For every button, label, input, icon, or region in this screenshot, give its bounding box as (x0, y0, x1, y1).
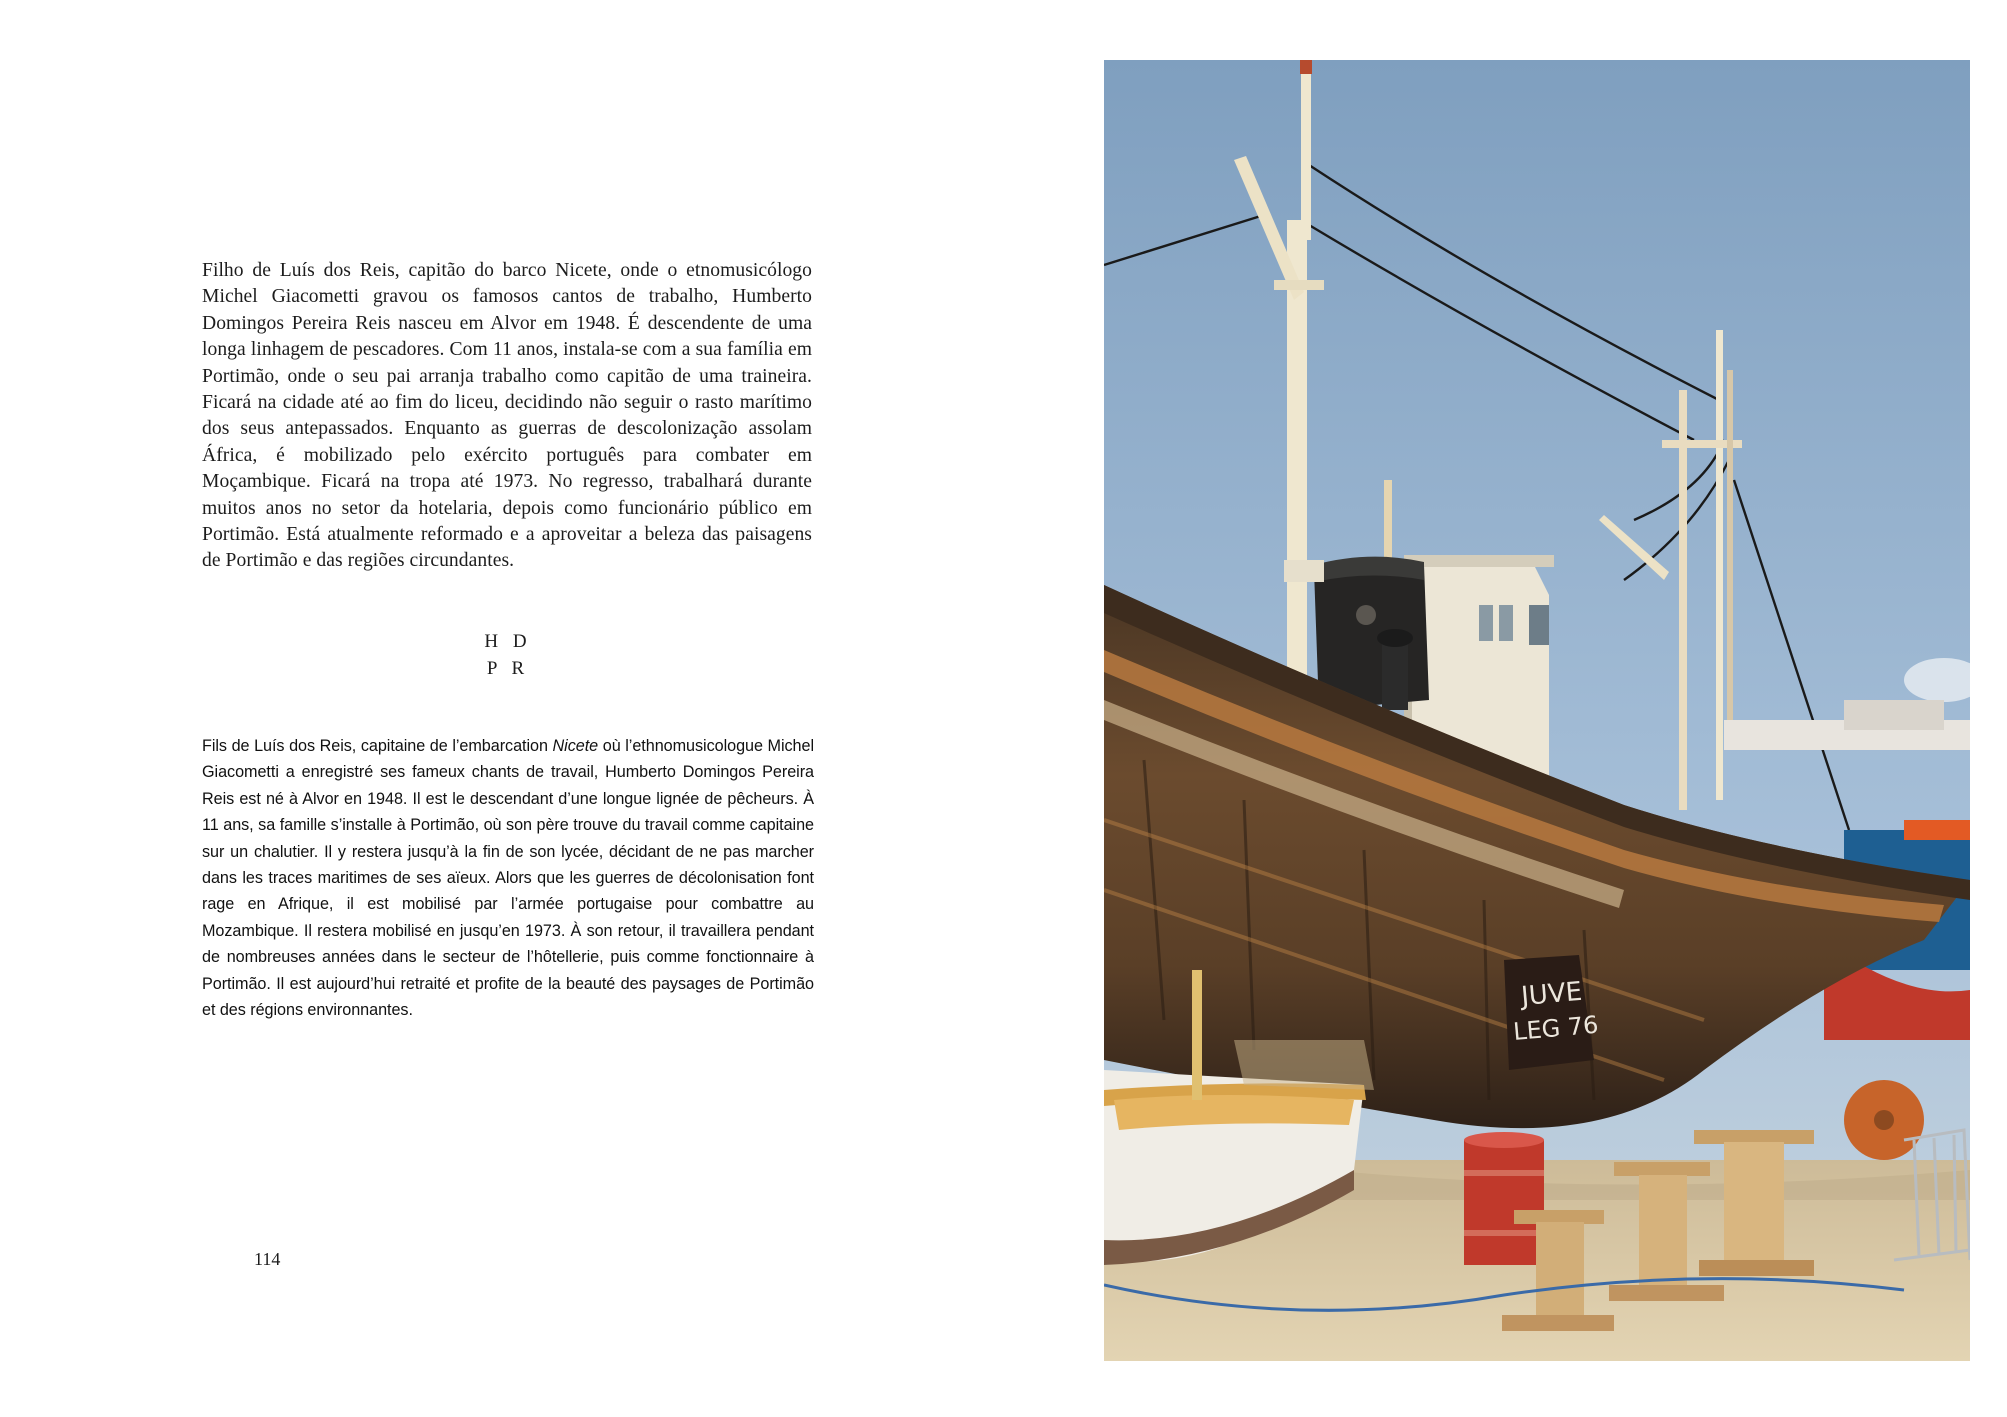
hull-lettering-line-1: JUVE (1519, 976, 1584, 1012)
french-paragraph (202, 733, 814, 1023)
french-paragraph-part-2: où l’ethnomusicologue Michel Giacometti a enregistré ses fameux chants de travail, Humberto Domingos Pereira Reis est né à Alvor en 1948. Il est le descendant d’une longue lignée de pêcheurs. À 11 ans, sa famille s’installe à Portimão, où son père trouve du travail comme capitaine sur un chalutier. Il y restera jusqu’à la fin de son lycée, décidant de ne pas marcher dans les traces maritimes de ses aïeux. Alors que les guerres de décolonisation font rage en Afrique, il est mobilisé par l’armée portugaise pour combattre au Mozambique. Il restera mobilisé en jusqu’en 1973. À son retour, il travaillera pendant de nombreuses années dans le secteur de l’hôtellerie, puis comme fonctionnaire à Portimão. Il est aujourd’hui retraité et profite de la beauté des paysages de Portimão et des régions environnantes. (202, 737, 815, 1020)
boat-name-italic: Nicete (552, 737, 599, 755)
author-initials (472, 628, 544, 682)
initials-line-1: H D (484, 631, 532, 652)
hull-lettering-line-2: LEG 76 (1512, 1010, 1600, 1046)
portuguese-paragraph: Filho de Luís dos Reis, capitão do barco Nicete, onde o etnomusicólogo Michel Giacometti gravou os famosos cantos de trabalho, Humberto Domingos Pereira Reis nasceu em Alvor em 1948. É descendente de uma longa linhagem de pescadores. Com 11 anos, instala-se com a sua família em Portimão, onde o seu pai arranja trabalho como capitão de uma traineira. Ficará na cidade até ao fim do liceu, decidindo não seguir o rasto marítimo dos seus antepassados. Enquanto as guerras de descolonização assolam África, é mobilizado pelo exército português para combater em Moçambique. Ficará na tropa até 1973. No regresso, trabalhará durante muitos anos no setor da hotelaria, depois como funcionário público em Portimão. Está atualmente reformado e a aproveitar a beleza das paisagens de Portimão e das regiões circundantes. (202, 260, 812, 572)
french-paragraph-part-1: Fils de Luís dos Reis, capitaine de l’embarcation (202, 737, 553, 755)
red-oil-drum (1464, 1132, 1544, 1265)
boat-photograph (1104, 60, 1970, 1361)
initials-line-2: P R (486, 658, 530, 679)
page-number: 114 (254, 1249, 281, 1269)
